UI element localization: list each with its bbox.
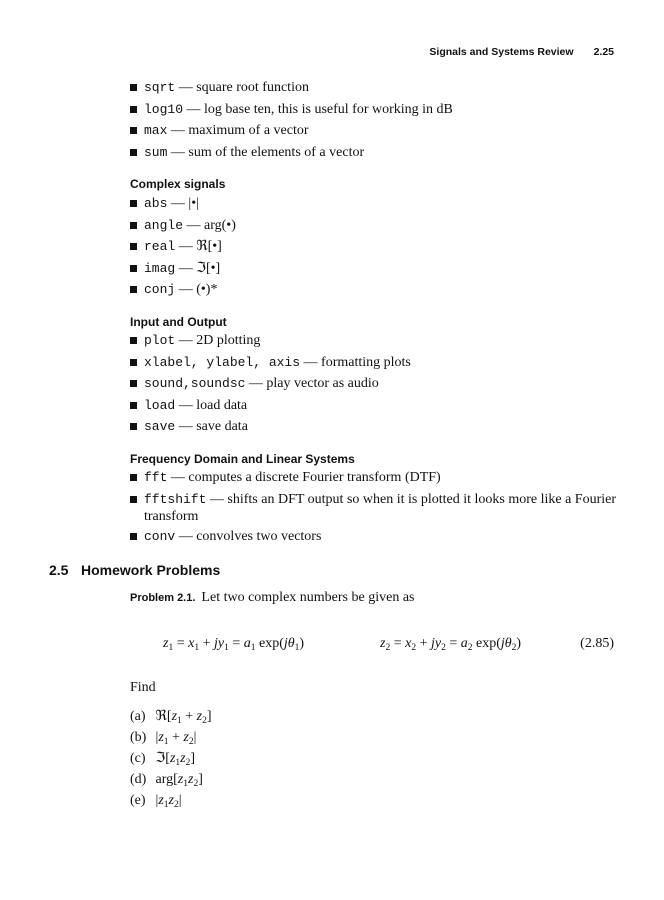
function-name: fft: [144, 470, 168, 485]
function-name: plot: [144, 333, 176, 348]
function-description: play vector as audio: [266, 376, 379, 391]
function-description: save data: [196, 419, 248, 434]
section-title: Homework Problems: [81, 562, 221, 578]
function-name: imag: [144, 260, 176, 276]
function-name: conv: [144, 529, 176, 544]
list-item: xlabel, ylabel, axis — formatting plots: [130, 354, 620, 372]
function-name: sound,soundsc: [144, 376, 246, 391]
function-name: real: [144, 239, 176, 254]
list-item: imag — ℑ[•]: [130, 260, 620, 278]
function-name: conj: [144, 282, 176, 297]
complex-signals-list: [130, 195, 620, 303]
function-description: (•)*: [196, 282, 218, 297]
function-name: abs: [144, 196, 168, 211]
equation-number: (2.85): [580, 636, 614, 651]
function-description: maximum of a vector: [188, 123, 309, 138]
problem-part: (d) $arg[z_1z_2]$: [130, 772, 203, 789]
function-description: load data: [196, 397, 248, 413]
function-description: |•|: [188, 196, 199, 211]
list-item: real — ℜ[•]: [130, 238, 620, 256]
problem-part: (b) $|z_1 + z_2|$: [130, 730, 197, 747]
function-name: load: [144, 397, 176, 413]
function-description: ℑ[•]: [196, 260, 221, 276]
function-description: log base ten, this is useful for working in dB: [204, 101, 453, 117]
list-item: save — save data: [130, 418, 620, 436]
list-item: sqrt — square root function: [130, 79, 620, 97]
function-name: log10: [144, 101, 184, 117]
problem-part: (e) $|z_1z_2|$: [130, 793, 182, 810]
list-item: abs — |•|: [130, 195, 620, 213]
input-output-list: [130, 332, 620, 440]
section-number: 2.5: [49, 562, 69, 578]
list-item: fftshift — shifts an DFT output so when it is plotted it looks more like a Fourier transform: [130, 491, 620, 525]
function-name: sqrt: [144, 80, 176, 95]
function-name: save: [144, 419, 176, 434]
function-description: computes a discrete Fourier transform (DTF): [188, 470, 441, 485]
function-description: ℜ[•]: [196, 239, 222, 254]
page-number: 2.25: [593, 46, 614, 58]
function-name: fftshift: [144, 491, 207, 507]
problem-part: (c) $ℑ[z_1z_2]$: [130, 751, 196, 768]
equation-z2: $z_2 = x_2 + jy_2 = a_2$ $\exp(j\theta_2)$: [380, 636, 522, 653]
list-item: plot — 2D plotting: [130, 332, 620, 350]
list-item: angle — arg(•): [130, 217, 620, 235]
problem-part: (a) $ℜ[z_1 + z_2]$: [130, 709, 212, 726]
list-item: sum — sum of the elements of a vector: [130, 144, 620, 162]
list-item: conj — (•)*: [130, 281, 620, 299]
list-item: max — maximum of a vector: [130, 122, 620, 140]
list-item: fft — computes a discrete Fourier transform (DTF): [130, 469, 620, 487]
section-heading: [49, 562, 220, 578]
list-item: log10 — log base ten, this is useful for working in dB: [130, 101, 620, 119]
function-description: formatting plots: [321, 354, 411, 370]
list-item: load — load data: [130, 397, 620, 415]
function-name: max: [144, 123, 168, 138]
function-description: 2D plotting: [196, 333, 261, 348]
function-description: square root function: [196, 80, 309, 95]
function-description: convolves two vectors: [196, 529, 322, 544]
input-output-heading: Input and Output: [130, 315, 227, 329]
list-item: conv — convolves two vectors: [130, 528, 620, 546]
frequency-domain-heading: Frequency Domain and Linear Systems: [130, 452, 355, 466]
function-description: sum of the elements of a vector: [188, 144, 365, 160]
function-name: xlabel, ylabel, axis: [144, 354, 301, 370]
problem-text: Let two complex numbers be given as: [201, 590, 415, 605]
frequency-domain-list: [130, 469, 620, 550]
equation-z1: $z_1 = x_1 + jy_1 = a_1$ $\exp(j\theta_1)$: [163, 636, 305, 653]
problem-label: Problem 2.1.: [130, 592, 196, 604]
function-name: sum: [144, 144, 168, 160]
running-header: [0, 46, 614, 58]
math-function-list: [130, 79, 620, 165]
complex-signals-heading: Complex signals: [130, 177, 226, 191]
function-name: angle: [144, 217, 184, 233]
list-item: sound,soundsc — play vector as audio: [130, 375, 620, 393]
find-label: Find: [130, 680, 156, 695]
function-description: arg(•): [204, 217, 236, 233]
problem-parts-list: [130, 708, 212, 813]
running-title: Signals and Systems Review: [429, 46, 574, 58]
problem-statement: [130, 590, 414, 606]
function-description: shifts an DFT output so when it is plotted it looks more like a Fourier transform: [144, 491, 617, 524]
